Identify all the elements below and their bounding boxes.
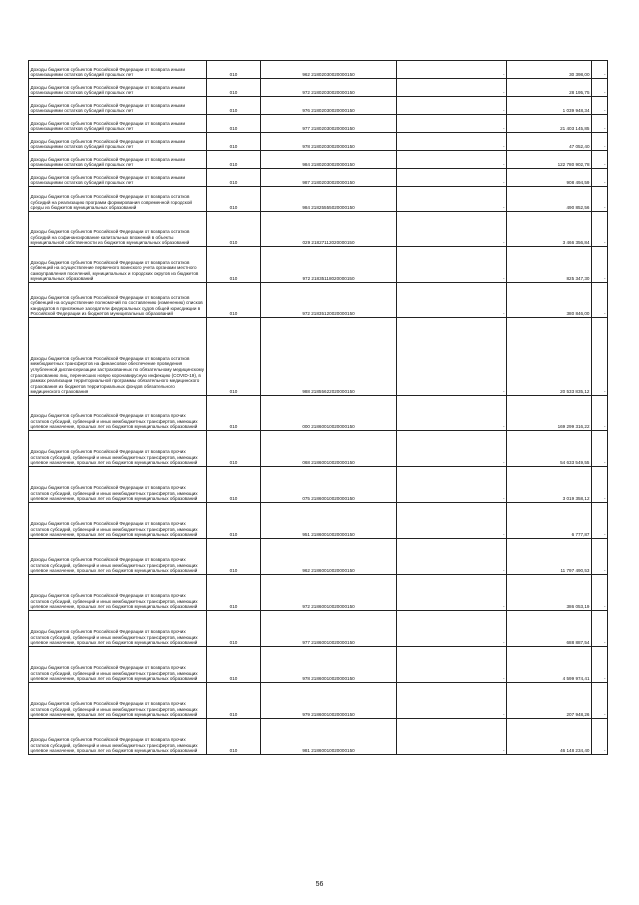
row-revenue-code-cell: 000 21860010020000150 (261, 396, 397, 431)
table-row (29, 97, 608, 115)
row-line-code-cell: 010 (207, 611, 261, 647)
row-remaining-cell: - (592, 611, 608, 647)
row-plan-cell: - (397, 611, 507, 647)
row-plan-cell: - (397, 283, 507, 318)
row-executed-cell: 11 797 490,53 (507, 539, 592, 575)
row-revenue-code-cell: 972 21835118020000150 (261, 247, 397, 283)
row-line-code-cell: 010 (207, 169, 261, 187)
row-plan-cell: - (397, 396, 507, 431)
row-remaining-cell: - (592, 97, 608, 115)
row-plan-cell: - (397, 212, 507, 247)
table-row (29, 611, 608, 647)
row-name-cell: Доходы бюджетов субъектов Российской Федерации от возврата иными организациями остатков субсидий прошлых лет (29, 115, 207, 133)
table-row (29, 115, 608, 133)
row-remaining-cell: - (592, 431, 608, 467)
row-line-code-cell: 010 (207, 575, 261, 611)
row-remaining-cell: - (592, 647, 608, 683)
row-executed-cell: 122 780 902,78 (507, 151, 592, 169)
row-revenue-code-cell: 987 21802030020000150 (261, 169, 397, 187)
row-plan-cell: - (397, 647, 507, 683)
table-body (29, 61, 608, 755)
row-revenue-code-cell: 951 21860010020000150 (261, 503, 397, 539)
table-row (29, 396, 608, 431)
row-name-cell: Доходы бюджетов субъектов Российской Федерации от возврата прочих остатков субсидий, субвенций и иных межбюджетных трансфертов, имеющих целевое назначение, прошлых лет из бюджетов муниципальных образований (29, 575, 207, 611)
row-name-cell: Доходы бюджетов субъектов Российской Федерации от возврата прочих остатков субсидий, субвенций и иных межбюджетных трансфертов, имеющих целевое назначение, прошлых лет из бюджетов муниципальных образований (29, 647, 207, 683)
row-plan-cell: - (397, 115, 507, 133)
table-row (29, 719, 608, 755)
row-remaining-cell: - (592, 575, 608, 611)
row-name-cell: Доходы бюджетов субъектов Российской Федерации от возврата остатков субвенций на осуществление первичного воинского учета органами местного самоуправления поселений, муниципальных и городских округов из бюджетов муниципальных образований (29, 247, 207, 283)
row-revenue-code-cell: 029 21827112020000150 (261, 212, 397, 247)
row-executed-cell: 1 039 948,34 (507, 97, 592, 115)
row-plan-cell: - (397, 187, 507, 212)
row-line-code-cell: 010 (207, 61, 261, 79)
row-line-code-cell: 010 (207, 212, 261, 247)
row-revenue-code-cell: 984 21802030020000150 (261, 151, 397, 169)
table-row (29, 467, 608, 503)
row-plan-cell: - (397, 683, 507, 719)
table-row (29, 169, 608, 187)
row-plan-cell: - (397, 247, 507, 283)
row-executed-cell: 6 777,87 (507, 503, 592, 539)
row-executed-cell: 825 347,30 (507, 247, 592, 283)
row-line-code-cell: 010 (207, 79, 261, 97)
row-remaining-cell: - (592, 79, 608, 97)
table-row (29, 575, 608, 611)
row-remaining-cell: - (592, 283, 608, 318)
row-line-code-cell: 010 (207, 97, 261, 115)
row-plan-cell: - (397, 133, 507, 151)
row-plan-cell: - (397, 719, 507, 755)
row-line-code-cell: 010 (207, 431, 261, 467)
page-number: 56 (315, 881, 324, 888)
row-name-cell: Доходы бюджетов субъектов Российской Федерации от возврата иными организациями остатков субсидий прошлых лет (29, 133, 207, 151)
table-row (29, 647, 608, 683)
row-line-code-cell: 010 (207, 133, 261, 151)
row-plan-cell: - (397, 97, 507, 115)
row-remaining-cell: - (592, 247, 608, 283)
row-name-cell: Доходы бюджетов субъектов Российской Федерации от возврата иными организациями остатков субсидий прошлых лет (29, 61, 207, 79)
row-name-cell: Доходы бюджетов субъектов Российской Федерации от возврата прочих остатков субсидий, субвенций и иных межбюджетных трансфертов, имеющих целевое назначение, прошлых лет из бюджетов муниципальных образований (29, 683, 207, 719)
table-row (29, 187, 608, 212)
row-remaining-cell: - (592, 539, 608, 575)
row-revenue-code-cell: 977 21802030020000150 (261, 115, 397, 133)
row-line-code-cell: 010 (207, 115, 261, 133)
row-name-cell: Доходы бюджетов субъектов Российской Федерации от возврата остатков субсидий на софинансирование капитальных вложений в объекты муниципальной собственности из бюджетов муниципальных образований (29, 212, 207, 247)
table-row (29, 79, 608, 97)
table-row (29, 431, 608, 467)
row-executed-cell: 3 019 358,12 (507, 467, 592, 503)
row-executed-cell: 169 299 316,22 (507, 396, 592, 431)
row-executed-cell: 3 466 356,84 (507, 212, 592, 247)
row-name-cell: Доходы бюджетов субъектов Российской Федерации от возврата прочих остатков субсидий, субвенций и иных межбюджетных трансфертов, имеющих целевое назначение, прошлых лет из бюджетов муниципальных образований (29, 503, 207, 539)
row-name-cell: Доходы бюджетов субъектов Российской Федерации от возврата иными организациями остатков субсидий прошлых лет (29, 169, 207, 187)
table-row (29, 151, 608, 169)
row-name-cell: Доходы бюджетов субъектов Российской Федерации от возврата остатков субсидий на реализацию программ формирования современной городской среды из бюджетов муниципальных образований (29, 187, 207, 212)
row-line-code-cell: 010 (207, 318, 261, 396)
row-remaining-cell: - (592, 169, 608, 187)
row-remaining-cell: - (592, 683, 608, 719)
row-executed-cell: 4 599 974,41 (507, 647, 592, 683)
row-remaining-cell: - (592, 396, 608, 431)
row-remaining-cell: - (592, 151, 608, 169)
row-line-code-cell: 010 (207, 283, 261, 318)
row-revenue-code-cell: 972 21835120020000150 (261, 283, 397, 318)
table-row (29, 318, 608, 396)
row-name-cell: Доходы бюджетов субъектов Российской Федерации от возврата иными организациями остатков субсидий прошлых лет (29, 97, 207, 115)
row-plan-cell: - (397, 61, 507, 79)
row-line-code-cell: 010 (207, 247, 261, 283)
row-plan-cell: - (397, 318, 507, 396)
row-line-code-cell: 010 (207, 467, 261, 503)
row-executed-cell: 908 494,59 (507, 169, 592, 187)
row-remaining-cell: - (592, 115, 608, 133)
row-name-cell: Доходы бюджетов субъектов Российской Федерации от возврата прочих остатков субсидий, субвенций и иных межбюджетных трансфертов, имеющих целевое назначение, прошлых лет из бюджетов муниципальных образований (29, 396, 207, 431)
row-name-cell: Доходы бюджетов субъектов Российской Федерации от возврата остатков межбюджетных трансфертов на финансовое обеспечение проведения углубленной диспансеризации застрахованных по обязательному медицинскому страхованию лиц, перенесших новую коронавирусную инфекцию (COVID-19), в рамках реализации территориальной программы обязательного медицинского страхования из бюджетов территориальных фондов обязательного медицинского страхования (29, 318, 207, 396)
row-revenue-code-cell: 976 21802030020000150 (261, 97, 397, 115)
row-revenue-code-cell: 978 21860010020000150 (261, 647, 397, 683)
row-plan-cell: - (397, 467, 507, 503)
row-executed-cell: 28 195,75 (507, 79, 592, 97)
row-name-cell: Доходы бюджетов субъектов Российской Федерации от возврата прочих остатков субсидий, субвенций и иных межбюджетных трансфертов, имеющих целевое назначение, прошлых лет из бюджетов муниципальных образований (29, 467, 207, 503)
row-name-cell: Доходы бюджетов субъектов Российской Федерации от возврата прочих остатков субсидий, субвенций и иных межбюджетных трансфертов, имеющих целевое назначение, прошлых лет из бюджетов муниципальных образований (29, 431, 207, 467)
table-row (29, 539, 608, 575)
row-remaining-cell: - (592, 467, 608, 503)
row-plan-cell: - (397, 431, 507, 467)
row-executed-cell: 490 852,56 (507, 187, 592, 212)
row-executed-cell: 47 052,40 (507, 133, 592, 151)
row-remaining-cell: - (592, 212, 608, 247)
row-plan-cell: - (397, 151, 507, 169)
row-line-code-cell: 010 (207, 187, 261, 212)
row-plan-cell: - (397, 575, 507, 611)
row-name-cell: Доходы бюджетов субъектов Российской Федерации от возврата иными организациями остатков субсидий прошлых лет (29, 79, 207, 97)
row-remaining-cell: - (592, 133, 608, 151)
row-revenue-code-cell: 981 21860010020000150 (261, 719, 397, 755)
row-line-code-cell: 010 (207, 396, 261, 431)
row-executed-cell: 21 403 145,85 (507, 115, 592, 133)
row-revenue-code-cell: 962 21802030020000150 (261, 61, 397, 79)
table-row (29, 283, 608, 318)
row-executed-cell: 54 633 549,55 (507, 431, 592, 467)
row-name-cell: Доходы бюджетов субъектов Российской Федерации от возврата прочих остатков субсидий, субвенций и иных межбюджетных трансфертов, имеющих целевое назначение, прошлых лет из бюджетов муниципальных образований (29, 611, 207, 647)
table-row (29, 61, 608, 79)
row-name-cell: Доходы бюджетов субъектов Российской Федерации от возврата прочих остатков субсидий, субвенций и иных межбюджетных трансфертов, имеющих целевое назначение, прошлых лет из бюджетов муниципальных образований (29, 719, 207, 755)
row-line-code-cell: 010 (207, 151, 261, 169)
row-remaining-cell: - (592, 318, 608, 396)
row-remaining-cell: - (592, 187, 608, 212)
row-revenue-code-cell: 972 21802030020000150 (261, 79, 397, 97)
row-revenue-code-cell: 075 21860010020000150 (261, 467, 397, 503)
row-revenue-code-cell: 977 21860010020000150 (261, 611, 397, 647)
table-row (29, 212, 608, 247)
row-revenue-code-cell: 962 21860010020000150 (261, 539, 397, 575)
row-executed-cell: 30 398,00 (507, 61, 592, 79)
row-executed-cell: 688 887,54 (507, 611, 592, 647)
row-remaining-cell: - (592, 61, 608, 79)
row-revenue-code-cell: 068 21860010020000150 (261, 431, 397, 467)
row-line-code-cell: 010 (207, 647, 261, 683)
row-revenue-code-cell: 972 21860010020000150 (261, 575, 397, 611)
row-remaining-cell: - (592, 719, 608, 755)
row-executed-cell: 20 533 835,12 (507, 318, 592, 396)
row-line-code-cell: 010 (207, 503, 261, 539)
row-name-cell: Доходы бюджетов субъектов Российской Федерации от возврата иными организациями остатков субсидий прошлых лет (29, 151, 207, 169)
row-plan-cell: - (397, 503, 507, 539)
row-remaining-cell: - (592, 503, 608, 539)
row-plan-cell: - (397, 79, 507, 97)
row-executed-cell: 380 846,00 (507, 283, 592, 318)
row-plan-cell: - (397, 169, 507, 187)
row-name-cell: Доходы бюджетов субъектов Российской Федерации от возврата прочих остатков субсидий, субвенций и иных межбюджетных трансфертов, имеющих целевое назначение, прошлых лет из бюджетов муниципальных образований (29, 539, 207, 575)
row-revenue-code-cell: 979 21860010020000150 (261, 683, 397, 719)
table-row (29, 133, 608, 151)
row-revenue-code-cell: 978 21802030020000150 (261, 133, 397, 151)
row-executed-cell: 207 948,26 (507, 683, 592, 719)
row-revenue-code-cell: 984 21825555020000150 (261, 187, 397, 212)
row-executed-cell: 386 053,19 (507, 575, 592, 611)
table-row (29, 683, 608, 719)
row-line-code-cell: 010 (207, 683, 261, 719)
row-revenue-code-cell: 988 21855622020000150 (261, 318, 397, 396)
row-name-cell: Доходы бюджетов субъектов Российской Федерации от возврата остатков субвенций на осуществление полномочий по составлению (изменению) списков кандидатов в присяжные заседатели федеральных судов общей юрисдикции в Российской Федерации из бюджетов муниципальных образований (29, 283, 207, 318)
table-row (29, 503, 608, 539)
row-line-code-cell: 010 (207, 539, 261, 575)
table-row (29, 247, 608, 283)
row-executed-cell: 46 148 234,40 (507, 719, 592, 755)
budget-revenue-table (28, 60, 608, 755)
row-plan-cell: - (397, 539, 507, 575)
row-line-code-cell: 010 (207, 719, 261, 755)
